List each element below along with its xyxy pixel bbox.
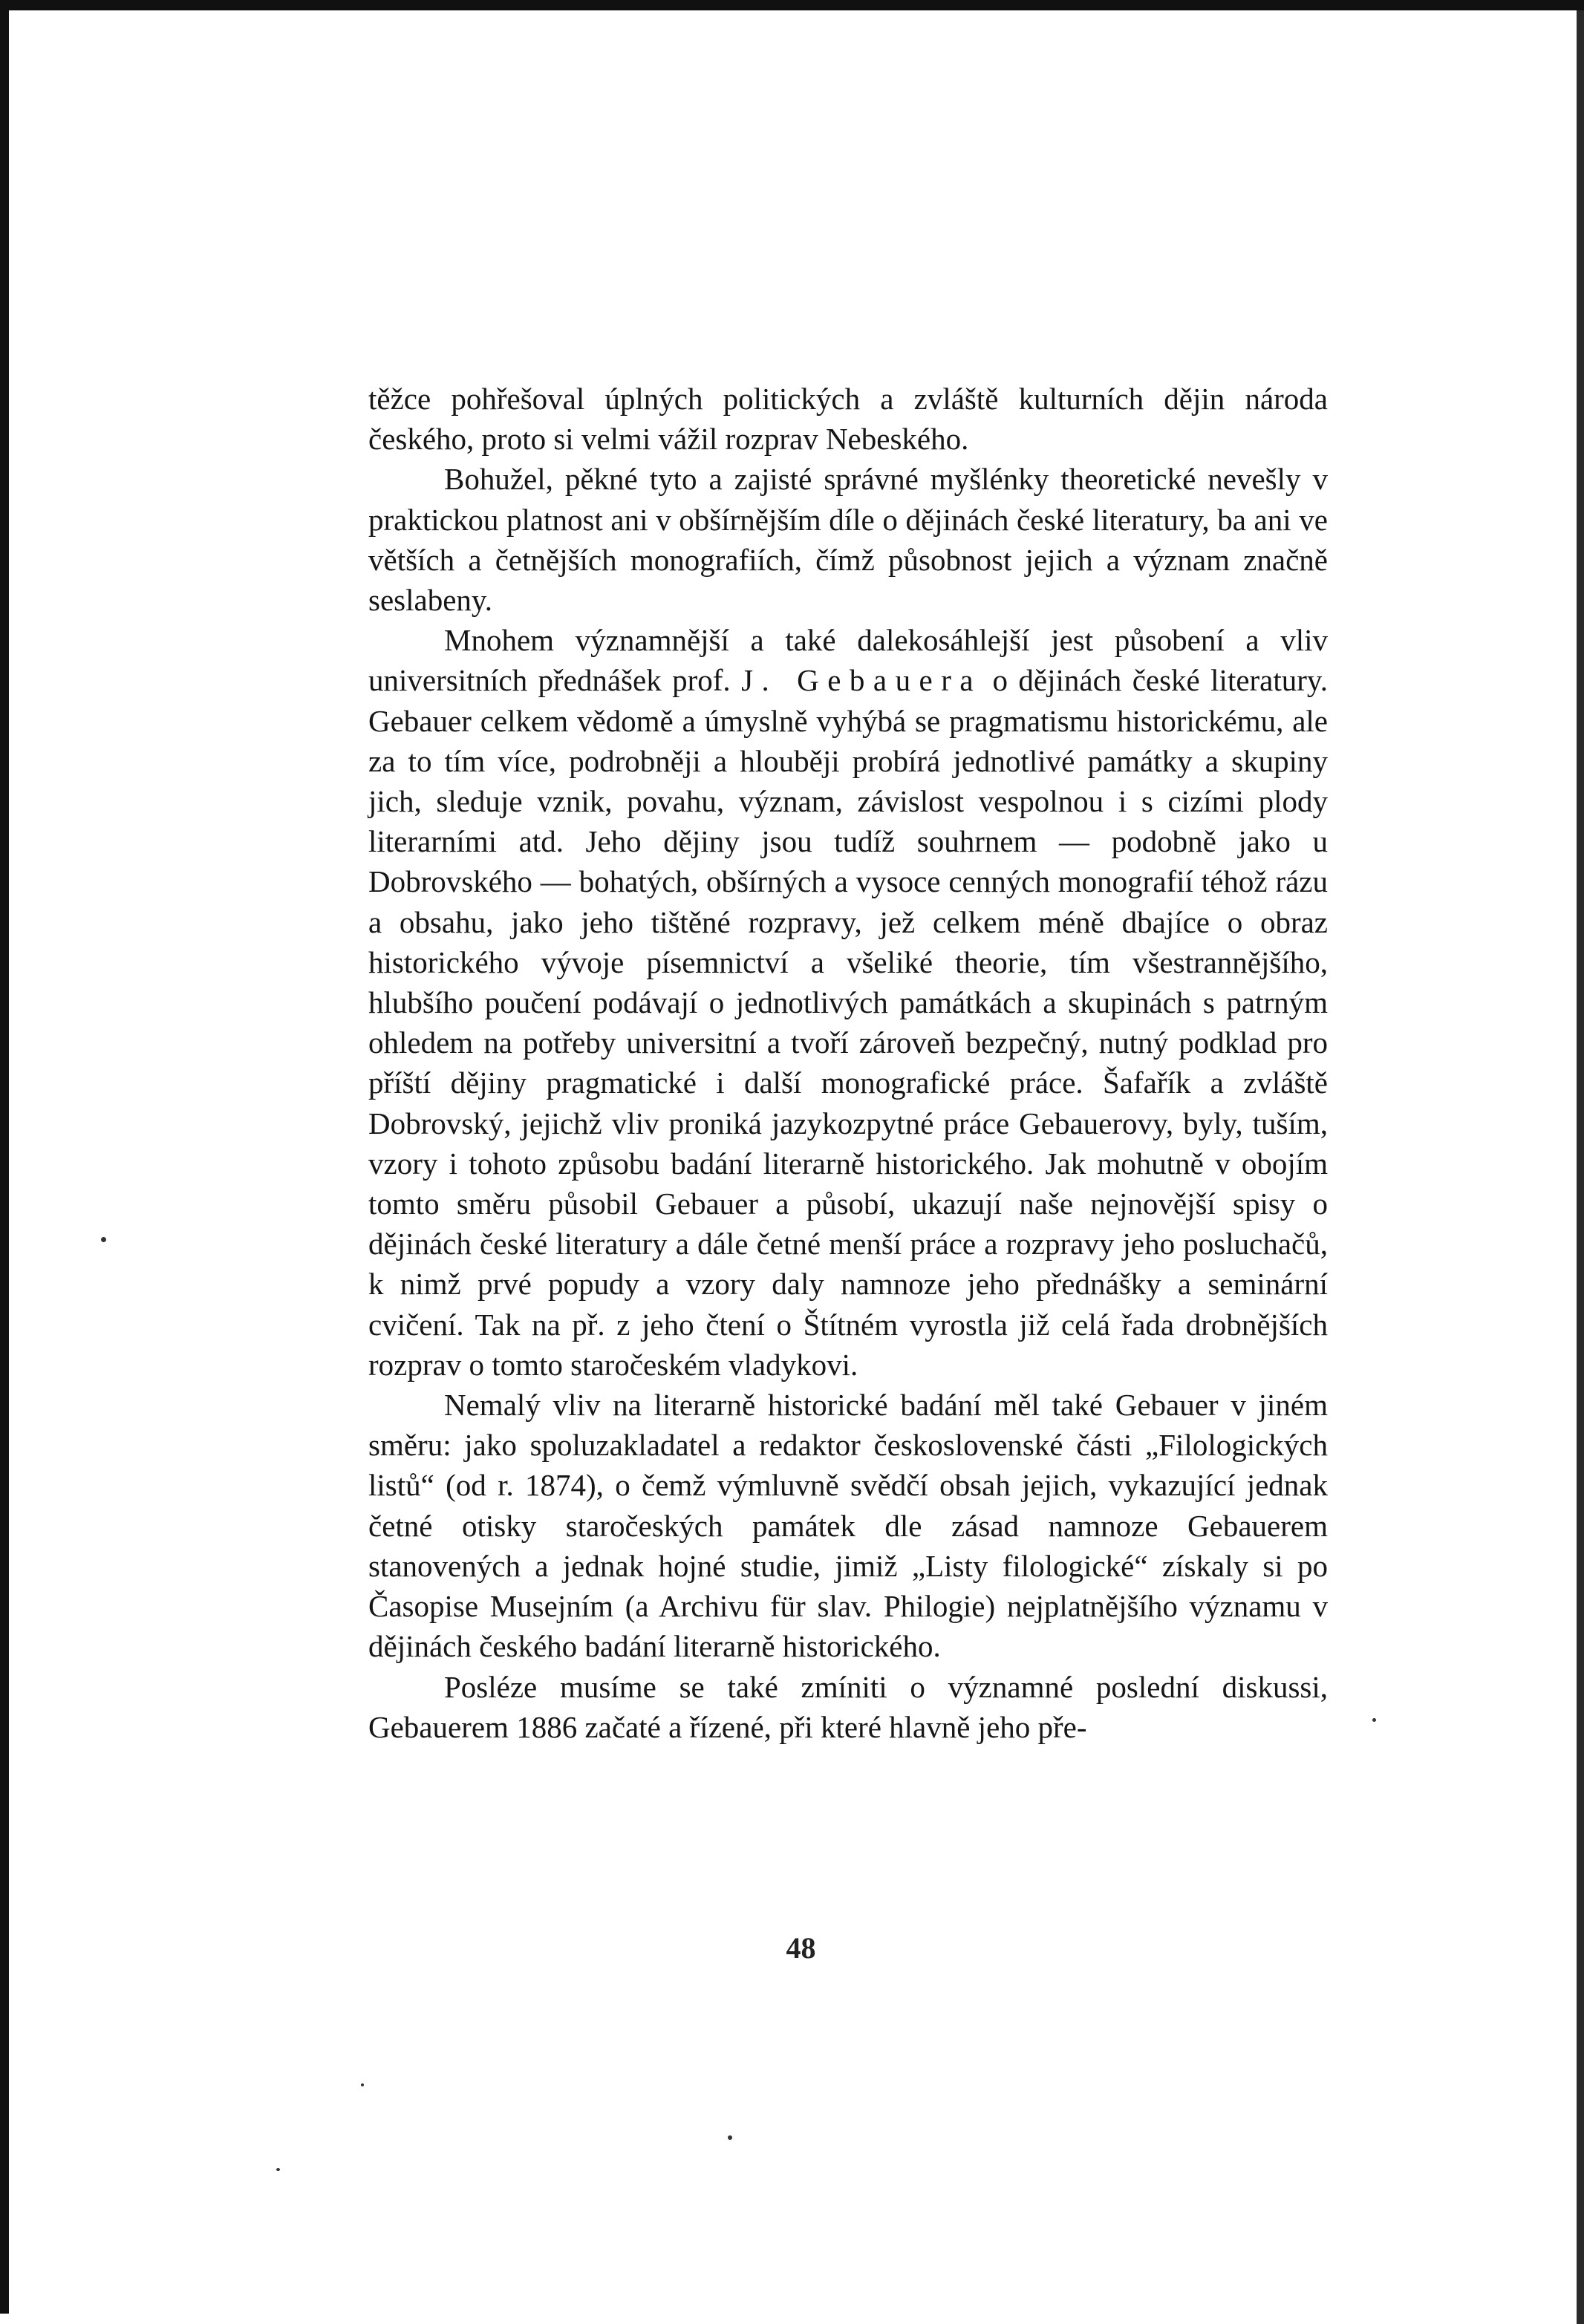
scan-speck bbox=[1372, 1718, 1376, 1722]
paragraph-3-lead: Mnohem významnější a také dalekosáhlejší jest působení a vliv universitních přednášek prof. bbox=[368, 623, 1328, 698]
paragraph-3 bbox=[368, 620, 1328, 1385]
paragraph-1: těžce pohřešoval úplných politických a zvláště kulturních dějin národa českého, proto si velmi vážil rozprav Nebeského. bbox=[368, 382, 1328, 457]
scan-speck bbox=[728, 2135, 732, 2140]
author-name-spaced: J. Gebauera bbox=[741, 663, 982, 698]
paragraph-3-body: o dějinách české literatury. Gebauer celkem vědomě a úmyslně vyhýbá se pragmatismu historickému, ale za to tím více, podrobněji a hlouběji probírá jednotlivé památky a skupiny jich, sleduje vznik, povahu, význam, závislost vespolnou i s cizími plody literarními atd. Jeho dějiny jsou tudíž souhrnem — podobně jako u Dobrovského — bohatých, obšírných a vysoce cenných monografií téhož rázu a obsahu, jako jeho tištěné rozpravy, jež celkem méně dbajíce o obraz historického vývoje písemnictví a všeliké theorie, tím všestrannějšího, hlubšího poučení podávají o jednotlivých památkách a skupinách s patrným ohledem na potřeby universitní a tvoří zároveň bezpečný, nutný podklad pro příští dějiny pragmatické i další monografické práce. Šafařík a zvláště Dobrovský, jejichž vliv proniká jazykozpytné práce Gebauerovy, byly, tuším, vzory i tohoto způsobu badání literarně historického. Jak mohutně v obojím tomto směru působil Gebauer a působí, ukazují naše nejnovější spisy o dějinách české literatury a dále četné menší práce a rozpravy jeho posluchačů, k nimž prvé popudy a vzory daly namnoze jeho přednášky a seminární cvičení. Tak na př. z jeho čtení o Štítném vyrostla již celá řada drobnějších rozprav o tomto staročeském vladykovi. bbox=[368, 663, 1329, 1382]
scan-speck bbox=[276, 2168, 280, 2171]
paragraph-4: Nemalý vliv na literarně historické badání měl také Gebauer v jiném směru: jako spoluzakladatel a redaktor československé části „Filologických listů“ (od r. 1874), o čemž výmluvně svědčí obsah jejich, vykazující jednak četné otisky staročeských památek dle zásad namnoze Gebauerem stanovených a jednak hojné studie, jimiž „Listy filologické“ získaly si po Časopise Musejním (a Archivu für slav. Philogie) nejplatnějšího významu v dějinách českého badání literarně historického. bbox=[368, 1388, 1328, 1664]
body-text bbox=[368, 379, 1328, 1747]
paragraph-5: Posléze musíme se také zmíniti o významné poslední diskussi, Gebauerem 1886 začaté a řízené, při které hlavně jeho pře- bbox=[368, 1669, 1328, 1744]
scan-speck bbox=[361, 2083, 364, 2086]
page-number: 48 bbox=[786, 1931, 816, 1965]
scan-speck bbox=[101, 1237, 106, 1242]
paragraph-2: Bohužel, pěkné tyto a zajisté správné myšlénky theoretické nevešly v praktickou platnost ani v obšírnějším díle o dějinách české literatury, ba ani ve větších a četnějších monografiích, čímž působnost jejich a význam značně seslabeny. bbox=[368, 462, 1328, 618]
page-edge-shadow bbox=[1577, 10, 1584, 2324]
